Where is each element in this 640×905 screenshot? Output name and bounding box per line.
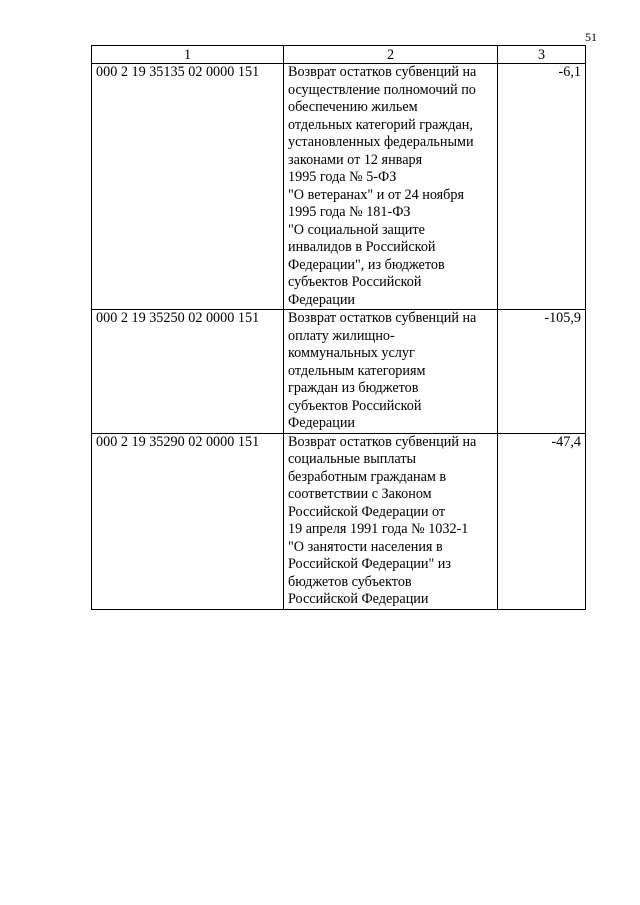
description-line: Возврат остатков субвенций на <box>288 433 477 450</box>
description-line: бюджетов субъектов <box>288 573 412 590</box>
description-line: Федерации", из бюджетов <box>288 256 445 273</box>
description-line: Российской Федерации" из <box>288 556 452 572</box>
description-line: "О ветеранах" и от 24 ноября <box>288 186 465 203</box>
budget-table <box>91 45 586 610</box>
budget-code-cell: 000 2 19 35250 02 0000 151 <box>92 310 284 434</box>
description-line: коммунальных услуг <box>288 345 415 361</box>
description-cell <box>284 433 498 609</box>
description-cell <box>284 64 498 310</box>
page-number: 51 <box>585 30 597 44</box>
budget-code-cell: 000 2 19 35290 02 0000 151 <box>92 433 284 609</box>
column-header-1: 1 <box>92 46 284 64</box>
table-row <box>92 310 586 434</box>
description-line: Возврат остатков субвенций на <box>288 64 477 80</box>
description-line: отдельным категориям <box>288 362 426 379</box>
description-line: Федерации <box>288 291 356 308</box>
description-line: безработным гражданам в <box>288 468 447 485</box>
amount-cell: -105,9 <box>498 310 586 434</box>
table-header-row <box>92 46 586 64</box>
description-line: отдельных категорий граждан, <box>288 116 473 133</box>
description-line: соответствии с Законом <box>288 486 432 502</box>
description-line: законами от 12 января <box>288 151 423 168</box>
description-line: Российской Федерации от <box>288 503 446 520</box>
column-header-2: 2 <box>284 46 498 64</box>
description-line: 19 апреля 1991 года № 1032-1 <box>288 521 469 537</box>
description-line: Российской Федерации <box>288 591 429 607</box>
description-line: установленных федеральными <box>288 134 474 150</box>
description-line: "О занятости населения в <box>288 538 443 555</box>
description-line: Федерации <box>288 415 356 431</box>
table-row <box>92 433 586 609</box>
description-line: социальные выплаты <box>288 451 417 467</box>
amount-cell: -6,1 <box>498 64 586 310</box>
column-header-3: 3 <box>498 46 586 64</box>
description-cell <box>284 310 498 434</box>
description-line: 1995 года № 181-ФЗ <box>288 204 411 220</box>
description-line: Возврат остатков субвенций на <box>288 310 477 326</box>
description-line: субъектов Российской <box>288 274 422 290</box>
description-line: граждан из бюджетов <box>288 380 419 396</box>
description-line: субъектов Российской <box>288 397 422 414</box>
table-row <box>92 64 586 310</box>
description-line: оплату жилищно- <box>288 327 395 344</box>
description-line: осуществление полномочий по <box>288 81 476 98</box>
amount-cell: -47,4 <box>498 433 586 609</box>
description-line: 1995 года № 5-ФЗ <box>288 169 397 185</box>
description-line: инвалидов в Российской <box>288 239 436 255</box>
description-line: обеспечению жильем <box>288 99 418 115</box>
budget-code-cell: 000 2 19 35135 02 0000 151 <box>92 64 284 310</box>
description-line: "О социальной защите <box>288 221 425 238</box>
